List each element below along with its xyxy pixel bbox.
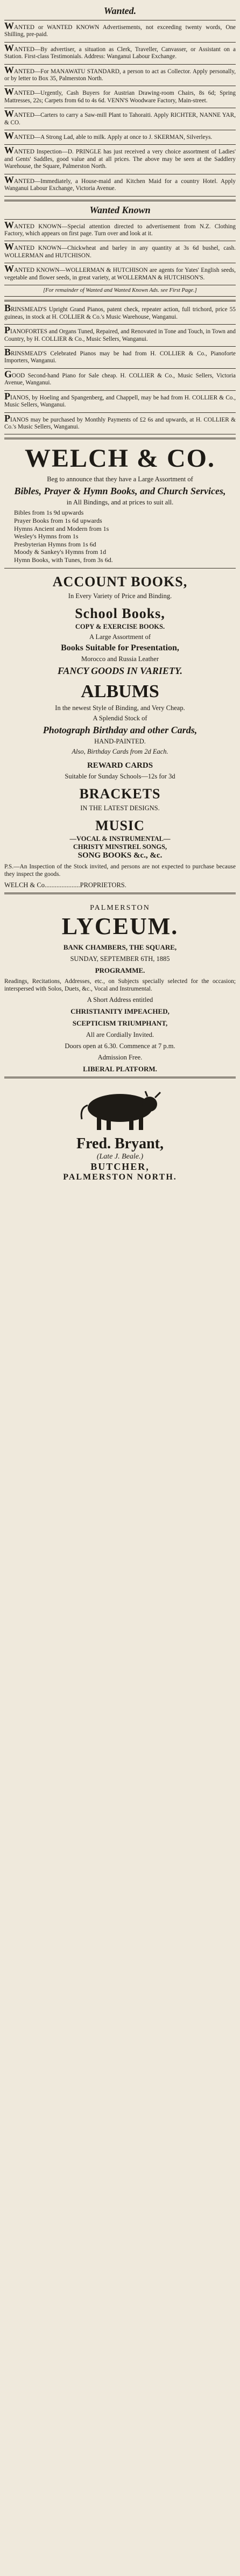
birthday-cards: Also, Birthday Cards from 2d Each. [72, 748, 168, 756]
morocco-line: Morocco and Russia Leather [81, 655, 159, 663]
price-list-item: Wesley's Hymns from 1s [14, 532, 79, 541]
reward-cards-heading: REWARD CARDS [87, 761, 153, 770]
butcher-name: Fred. Bryant, [76, 1135, 164, 1153]
butcher-trade: BUTCHER, [90, 1161, 150, 1173]
divider [4, 324, 236, 325]
welch-intro: Beg to announce that they have a Large Assortment of [47, 475, 193, 483]
lyceum-doors: Doors open at 6.30. Commence at 7 p.m. [65, 1042, 175, 1050]
price-list-item: Hymns Ancient and Modern from 1s [14, 524, 109, 532]
divider [4, 64, 236, 65]
piano-ad: PIANOFORTES and Organs Tuned, Repaired, and Renovated in Tone and Touch, in Town and Country, by H. COLLIER & Co., Music Sellers, Wanganui. [4, 325, 236, 342]
welch-advert [4, 444, 236, 889]
lyceum-short: A Short Address entitled [87, 996, 153, 1004]
divider [4, 300, 236, 301]
song-books: SONG BOOKS &c., &c. [77, 851, 163, 860]
lyceum-venue: BANK CHAMBERS, THE SQUARE, [63, 943, 177, 952]
lyceum-date: SUNDAY, SEPTEMBER 6TH, 1885 [70, 955, 170, 963]
piano-ad: BRINSMEAD'S Celebrated Pianos may be had from H. COLLIER & Co., Pianoforte Importers, Wanganui. [4, 347, 236, 364]
account-sub: In Every Variety of Price and Binding. [68, 592, 172, 600]
divider [4, 368, 236, 369]
price-list-item: Prayer Books from 1s 6d upwards [14, 516, 102, 524]
divider [4, 200, 236, 201]
photo-cards: Photograph Birthday and other Cards, [43, 725, 197, 736]
piano-ads-section [4, 305, 236, 434]
butcher-place: PALMERSTON NORTH. [63, 1173, 177, 1182]
price-list-item: Moody & Sankey's Hymns from 1d [14, 548, 107, 556]
divider [4, 42, 236, 43]
wanted-known-ad: WANTED KNOWN—Chickwheat and barley in any quantity at 3s 6d bushel, cash. WOLLERMAN and HUTCHISON. [4, 241, 236, 259]
divider [4, 893, 236, 894]
wanted-ad: WANTED—Urgently, Cash Buyers for Austrian Drawing-room Chairs, 8s 6d; Spring Mattresses, 22s; Carpets from 6d to 4s 6d. VENN'S Woodware Factory, Main-street. [4, 86, 236, 104]
divider [4, 346, 236, 347]
lyceum-scepticism: SCEPTICISM TRIUMPHANT, [72, 1019, 168, 1028]
christy-songs: CHRISTY MINSTREL SONGS, [73, 843, 167, 851]
piano-ad: PIANOS, by Hoeling and Spangenberg, and Chappell, may be had from H. COLLIER & Co., Music Sellers, Wanganui. [4, 390, 236, 409]
albums-heading: ALBUMS [81, 682, 159, 702]
school-books-heading: School Books, [75, 606, 165, 622]
brackets-heading: BRACKETS [79, 786, 161, 802]
wanted-ad: WANTED—Carters to carry a Saw-mill Plant to Tahoraiti. Apply RICHTER, NANNE YAR, & CO. [4, 108, 236, 126]
divider [4, 412, 236, 413]
lyceum-platform: LIBERAL PLATFORM. [83, 1065, 157, 1073]
wanted-known-ad: WANTED KNOWN—WOLLERMAN & HUTCHISON are agents for Yates' English seeds, vegetable and flower seeds, in great variety, at WOLLERMAN & HUTCHISON'S. [4, 263, 236, 281]
albums-sub: In the newest Style of Binding, and Very Cheap. [55, 704, 185, 712]
lyceum-title: LYCEUM. [61, 913, 179, 940]
price-list-item: Presbyterian Hymns from 1s 6d [14, 540, 96, 548]
copy-books-heading: COPY & EXERCISE BOOKS. [75, 623, 165, 631]
divider [4, 296, 236, 297]
fancy-goods: FANCY GOODS IN VARIETY. [57, 665, 183, 677]
piano-ad: GOOD Second-hand Piano for Sale cheap. H. COLLIER & Co., Music Sellers, Victoria Avenue, Wanganui. [4, 368, 236, 387]
see-first-page-note: [For remainder of Wanted and Wanted Known Ads. see First Page.] [43, 287, 197, 293]
piano-ad: BRINSMEAD'S Upright Grand Pianos, patent check, repeater action, full trichord, price 55 guineas, in stock at H. COLLIER & Co.'s Music Warehouse, Wanganui. [4, 303, 236, 320]
divider [4, 219, 236, 220]
piano-ad: PIANOS may be purchased by Monthly Payments of £2 6s and upwards, at H. COLLIER & Co.'s Music Sellers, Wanganui. [4, 412, 236, 430]
account-books-heading: ACCOUNT BOOKS, [52, 574, 188, 590]
divider [4, 390, 236, 391]
presentation-books: Books Suitable for Presentation, [61, 643, 179, 653]
price-list-item: Bibles from 1s 9d upwards [14, 509, 84, 517]
wanted-known-header: Wanted Known [89, 204, 151, 215]
wanted-header: Wanted. [103, 5, 137, 16]
large-assortment: A Large Assortment of [89, 633, 151, 641]
music-heading: MUSIC [95, 818, 145, 834]
ps-note: P.S.—An Inspection of the Stock invited, and persons are not expected to purchase because they inspect the goods. [4, 864, 236, 878]
hand-painted: HAND-PAINTED. [94, 738, 146, 746]
reward-sub: Suitable for Sunday Schools—12s for 3d [65, 773, 175, 781]
wanted-ad: WANTED or WANTED KNOWN Advertisements, not exceeding twenty words, One Shilling, pre-paid. [4, 20, 236, 38]
wanted-known-section [4, 219, 236, 297]
lyceum-christianity: CHRISTIANITY IMPEACHED, [70, 1007, 170, 1016]
welch-title: WELCH & CO. [24, 444, 215, 473]
lyceum-place: PALMERSTON [90, 904, 150, 913]
price-list [14, 509, 236, 564]
divider [4, 1077, 236, 1078]
lyceum-admission: Admission Free. [97, 1054, 143, 1062]
price-list-item: Hymn Books, with Tunes, from 3s 6d. [14, 556, 113, 564]
wanted-known-ad: WANTED KNOWN—Special attention directed to advertisement from N.Z. Clothing Factory, which appears on first page. Turn over and look at it. [4, 219, 236, 237]
wanted-ad: WANTED—For MANAWATU STANDARD, a person to act as Collector. Apply personally, or by letter to Box 35, Palmerston North. [4, 64, 236, 82]
wanted-section [4, 20, 236, 196]
proprietors-line: WELCH & Co.....................PROPRIETORS. [4, 881, 126, 889]
splendid-stock: A Splendid Stock of [93, 714, 147, 722]
lyceum-invited: All are Cordially Invited. [86, 1031, 154, 1039]
wanted-ad: WANTED Inspection—D. PRINGLE has just received a very choice assortment of Ladies' and Gents' Saddles, good value and at all prices. The above may be seen at the Saddlery Warehouse, the Square, Palmerston North. [4, 145, 236, 170]
lyceum-programme-text: Readings, Recitations, Addresses, etc., on Subjects specially selected for the occasion; interspersed with Solos, Duets, &c., Vocal and Instrumental. [4, 978, 236, 992]
butcher-advert [4, 1135, 236, 1182]
bindings-line: in All Bindings, and at prices to suit all. [66, 499, 174, 507]
lyceum-advert [4, 904, 236, 1073]
wanted-ad: WANTED—A Strong Lad, able to milk. Apply at once to J. SKERMAN, Silverleys. [4, 130, 213, 142]
lyceum-programme: PROGRAMME. [95, 966, 145, 975]
brackets-sub: IN THE LATEST DESIGNS. [80, 804, 160, 812]
wanted-ad: WANTED—By advertiser, a situation as Clerk, Traveller, Canvasser, or Assistant on a Station. First-class Testimonials. Address: Wanganui Labour Exchange. [4, 42, 236, 60]
bibles-line: Bibles, Prayer & Hymn Books, and Church Services, [14, 486, 226, 497]
wanted-ad: WANTED—Immediately, a House-maid and Kitchen Maid for a country Hotel. Apply Wanganui Labour Exchange, Victoria Avenue. [4, 174, 236, 192]
butcher-late: (Late J. Beale.) [96, 1153, 144, 1161]
music-sub: —VOCAL & INSTRUMENTAL— [69, 835, 171, 843]
cow-icon [69, 1084, 171, 1132]
divider [4, 144, 236, 145]
divider [4, 438, 236, 439]
